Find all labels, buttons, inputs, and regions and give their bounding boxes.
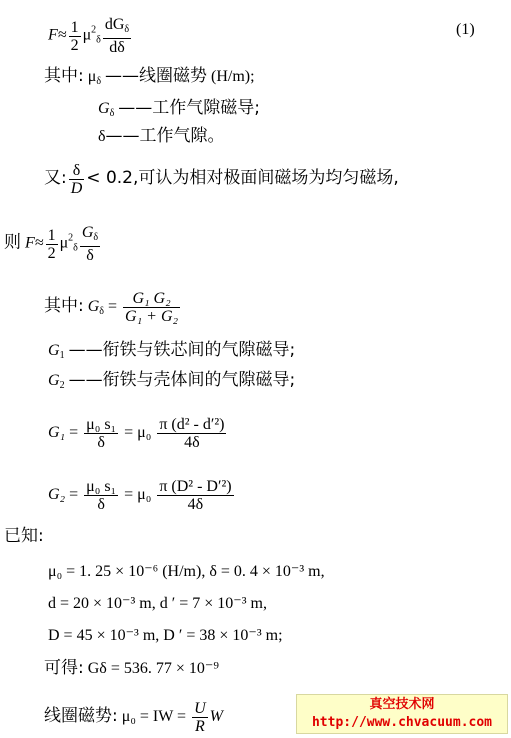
- known-line-1: μ₀ = 1. 25 × 10⁻⁶ (H/m), δ = 0. 4 × 10⁻³ m,: [48, 563, 325, 580]
- equation-g2: G₂ = $\frac{\text{μ₀ s₁}}{\delta}$ = μ₀ $\frac{\text{π (D² - D′²)}}{4\delta}$: [48, 478, 232, 513]
- where-line-delta: δ——工作气隙。: [98, 126, 225, 146]
- condition-line: 又: $\frac{\delta}{D}$ < 0.2,可认为相对极面间磁场为均匀磁场,: [44, 162, 399, 197]
- eq1-lhs: F≈: [48, 26, 67, 44]
- g1-line: $G_1$ ——衔铁与铁芯间的气隙磁导;: [48, 340, 296, 361]
- g2-line: $G_2$ ——衔铁与壳体间的气隙磁导;: [48, 370, 296, 391]
- known-line-2: d = 20 × 10⁻³ m, d ′ = 7 × 10⁻³ m,: [48, 595, 267, 612]
- known-label: 已知:: [4, 526, 44, 546]
- equation-2: 则 F≈ $\frac{1}{2}$ $\mu^2_\delta$ $\frac{G_\delta}{\delta}$: [4, 224, 99, 264]
- watermark-title: 真空技术网: [369, 697, 435, 712]
- known-line-3: D = 45 × 10⁻³ m, D ′ = 38 × 10⁻³ m;: [48, 627, 283, 644]
- result-line: 可得: Gδ = 536. 77 × 10⁻⁹: [44, 658, 219, 678]
- watermark-url: http://www.chvacuum.com: [311, 715, 492, 730]
- g-delta-fraction: $\frac{\text{G₁ G₂}}{\text{G₁ + G₂}}$: [125, 290, 179, 325]
- site-watermark: [296, 694, 508, 734]
- equation-g1: G₁ = $\frac{\text{μ₀ s₁}}{\delta}$ = μ₀ $\frac{\text{π (d² - d′²)}}{4\delta}$: [48, 416, 225, 451]
- where-line-1: 其中: $\mu_\delta$ ——线圈磁势 (H/m);: [44, 66, 255, 87]
- final-line: 线圈磁势: μ₀ = IW = $\frac{U}{R}$ W: [44, 700, 223, 735]
- equation-1: F≈ $\frac{1}{2}$ $\mu^2_\delta$ $\frac{dG_\delta}{d\delta}$: [48, 16, 130, 56]
- where-line-2: 其中: $G_\delta$ = $\frac{\text{G₁ G₂}}{\text{G₁ + G₂}}$: [44, 290, 179, 325]
- eq1-derivative-fraction: $\frac{dG_\delta}{d\delta}$: [104, 16, 130, 56]
- where-line-g-delta: $G_\delta$ ——工作气隙磁导;: [98, 98, 261, 119]
- equation-number: (1): [456, 21, 475, 38]
- cond-fraction: $\frac{\delta}{D}$: [70, 162, 83, 197]
- eq1-half-fraction: $\frac{1}{2}$: [70, 18, 79, 54]
